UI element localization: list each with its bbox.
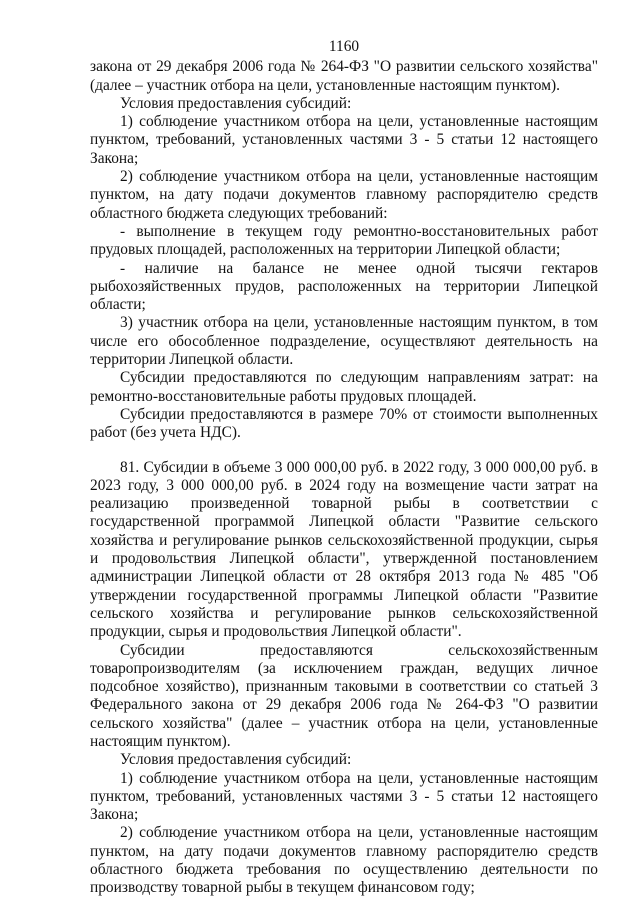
paragraph: 2) соблюдение участником отбора на цели, установленные настоящим пунктом, на дату подачи документов главному распорядителю средств областного бюджета требования по осуществлению деятельности по производству товарной рыбы в текущем финансовом году; <box>90 824 598 897</box>
paragraph: - наличие на балансе не менее одной тысячи гектаров рыбохозяйственных прудов, расположенных на территории Липецкой области; <box>90 259 598 314</box>
paragraph: 81. Субсидии в объеме 3 000 000,00 руб. в 2022 году, 3 000 000,00 руб. в 2023 году, 3 000 000,00 руб. в 2024 году на возмещение части затрат на реализацию произведенной товарной рыбы в соответствии с государственной программой Липецкой области "Развитие сельского хозяйства и регулирование рынков сельскохозяйственной продукции, сырья и продовольствия Липецкой области", утвержденной постановлением администрации Липецкой области от 28 октября 2013 года № 485 "Об утверждении государственной программы Липецкой области "Развитие сельского хозяйства и регулирование рынков сельскохозяйственной продукции, сырья и продовольствия Липецкой области". <box>90 458 598 641</box>
document-body <box>90 58 598 897</box>
paragraph: Субсидии предоставляются сельскохозяйственным товаропроизводителям (за исключением граждан, ведущих личное подсобное хозяйство), признанным таковыми в соответствии со статьей 3 Федерального закона от 29 декабря 2006 года № 264-ФЗ "О развитии сельского хозяйства" (далее – участник отбора на цели, установленные настоящим пунктом). <box>90 641 598 750</box>
paragraph: 1) соблюдение участником отбора на цели, установленные настоящим пунктом, требований, установленных частями 3 - 5 статьи 12 настоящего Закона; <box>90 769 598 824</box>
paragraph: - выполнение в текущем году ремонтно-восстановительных работ прудовых площадей, расположенных на территории Липецкой области; <box>90 222 598 259</box>
paragraph: Субсидии предоставляются в размере 70% от стоимости выполненных работ (без учета НДС). <box>90 405 598 442</box>
document-page <box>90 38 598 898</box>
paragraph: 1) соблюдение участником отбора на цели, установленные настоящим пунктом, требований, установленных частями 3 - 5 статьи 12 настоящего Закона; <box>90 113 598 167</box>
paragraph: Условия предоставления субсидий: <box>120 751 352 769</box>
paragraph: закона от 29 декабря 2006 года № 264-ФЗ "О развитии сельского хозяйства" (далее – участник отбора на цели, установленные настоящим пунктом). <box>90 58 598 94</box>
paragraph: Условия предоставления субсидий: <box>120 94 352 112</box>
paragraph: 3) участник отбора на цели, установленные настоящим пунктом, в том числе его обособленное подразделение, осуществляют деятельность на территории Липецкой области. <box>90 314 598 369</box>
paragraph: Субсидии предоставляются по следующим направлениям затрат: на ремонтно-восстановительные работы прудовых площадей. <box>90 369 598 405</box>
page-number: 1160 <box>328 38 360 55</box>
paragraph: 2) соблюдение участником отбора на цели, установленные настоящим пунктом, на дату подачи документов главному распорядителю средств областного бюджета следующих требований: <box>90 168 598 222</box>
section-gap <box>90 443 598 459</box>
